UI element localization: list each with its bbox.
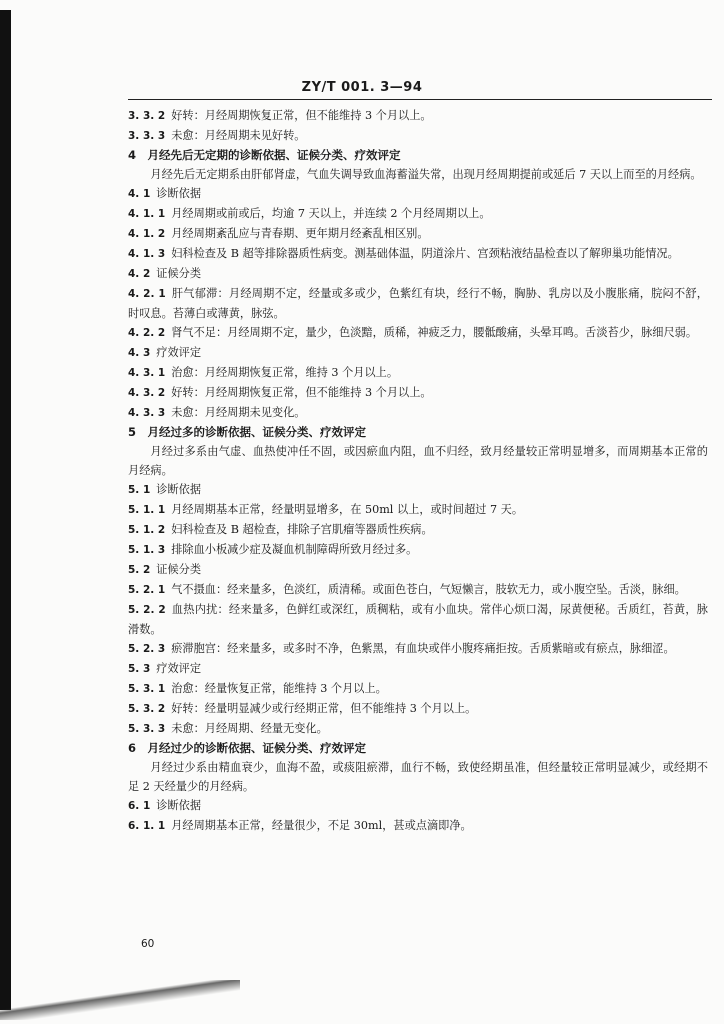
clause-text: 血热内扰：经来量多，色鲜红或深红，质稠粘，或有小血块。常伴心烦口渴，尿黄便秘。舌质红，苔黄，脉滑数。 — [128, 603, 708, 636]
clause-number: 5. 3. 3 — [128, 723, 166, 735]
clause-number: 5. 2 — [128, 564, 151, 576]
clause-number: 4. 2. 1 — [128, 288, 166, 300]
clause-text: 好转：月经周期恢复正常，但不能维持 3 个月以上。 — [171, 386, 432, 399]
scan-binding-edge — [0, 10, 11, 1010]
clause-item — [128, 343, 708, 363]
clause-number: 4. 3 — [128, 347, 151, 359]
clause-number: 5. 1 — [128, 484, 151, 496]
clause-text: 好转：经量明显减少或行经期正常，但不能维持 3 个月以上。 — [171, 702, 477, 715]
clause-text: 月经周期基本正常，经量明显增多，在 50ml 以上，或时间超过 7 天。 — [171, 503, 524, 516]
clause-item — [128, 719, 708, 739]
clause-number: 5. 2. 3 — [128, 643, 166, 655]
clause-text: 月经周期紊乱应与青春期、更年期月经紊乱相区别。 — [171, 227, 429, 240]
clause-number: 5. 1. 1 — [128, 504, 166, 516]
clause-text: 未愈：月经周期未见好转。 — [171, 129, 306, 142]
clause-item — [128, 580, 708, 600]
body-paragraph: 月经先后无定期系由肝郁肾虚，气血失调导致血海蓄溢失常，出现月经周期提前或延后 7 天以上而至的月经病。 — [150, 168, 702, 181]
section-heading: 5 月经过多的诊断依据、证候分类、疗效评定 — [128, 425, 366, 439]
clause-item — [128, 106, 708, 126]
clause-text: 诊断依据 — [156, 799, 202, 812]
clause-item — [128, 126, 708, 146]
clause-text: 月经周期或前或后，均逾 7 天以上，并连续 2 个月经周期以上。 — [171, 207, 491, 220]
clause-item — [128, 244, 708, 264]
clause-text: 瘀滞胞宫：经来量多，或多时不净，色紫黑，有血块或伴小腹疼痛拒按。舌质紫暗或有瘀点，脉细涩。 — [171, 642, 675, 655]
clause-item — [128, 659, 708, 679]
page-number: 60 — [141, 938, 155, 950]
clause-text: 治愈：经量恢复正常，能维持 3 个月以上。 — [171, 682, 387, 695]
clause-number: 4. 2 — [128, 268, 151, 280]
clause-number: 4. 3. 1 — [128, 367, 166, 379]
clause-item — [128, 520, 708, 540]
document-body — [128, 106, 708, 836]
clause-number: 5. 3. 1 — [128, 683, 166, 695]
clause-item — [128, 204, 708, 224]
clause-item — [128, 264, 708, 284]
clause-text: 未愈：月经周期、经量无变化。 — [171, 722, 328, 735]
clause-text: 疗效评定 — [156, 662, 202, 675]
clause-text: 诊断依据 — [156, 187, 202, 200]
clause-number: 4. 1. 1 — [128, 208, 166, 220]
clause-text: 证候分类 — [156, 267, 202, 280]
clause-number: 4. 3. 2 — [128, 387, 166, 399]
clause-item — [128, 796, 708, 816]
clause-number: 5. 3. 2 — [128, 703, 166, 715]
clause-item — [128, 699, 708, 719]
clause-text: 好转：月经周期恢复正常，但不能维持 3 个月以上。 — [171, 109, 432, 122]
clause-text: 气不摄血：经来量多，色淡红，质清稀。或面色苍白，气短懒言，肢软无力，或小腹空坠。舌淡，脉细。 — [171, 583, 686, 596]
clause-text: 妇科检查及 B 超等排除器质性病变。测基础体温，阴道涂片、宫颈粘液结晶检查以了解卵巢功能情况。 — [171, 247, 679, 260]
clause-number: 4. 1. 3 — [128, 248, 166, 260]
clause-item — [128, 403, 708, 423]
clause-number: 4. 3. 3 — [128, 407, 166, 419]
clause-number: 3. 3. 3 — [128, 130, 166, 142]
clause-item — [128, 639, 708, 659]
clause-item — [128, 383, 708, 403]
clause-item — [128, 224, 708, 244]
section-heading: 4 月经先后无定期的诊断依据、证候分类、疗效评定 — [128, 148, 401, 162]
clause-text: 治愈：月经周期恢复正常，维持 3 个月以上。 — [171, 366, 399, 379]
clause-text: 排除血小板减少症及凝血机制障碍所致月经过多。 — [171, 543, 418, 556]
clause-number: 3. 3. 2 — [128, 110, 166, 122]
clause-text: 未愈：月经周期未见变化。 — [171, 406, 306, 419]
clause-item — [128, 816, 708, 836]
clause-text: 证候分类 — [156, 563, 202, 576]
clause-number: 5. 2. 1 — [128, 584, 166, 596]
clause-text: 肾气不足：月经周期不定，量少，色淡黯，质稀，神疲乏力，腰骶酸痛，头晕耳鸣。舌淡苔少，脉细尺弱。 — [171, 326, 698, 339]
body-paragraph: 月经过多系由气虚、血热使冲任不固，或因瘀血内阻，血不归经，致月经量较正常明显增多，而周期基本正常的月经病。 — [128, 445, 708, 477]
clause-number: 4. 1 — [128, 188, 151, 200]
clause-item — [128, 363, 708, 383]
body-paragraph: 月经过少系由精血衰少，血海不盈，或痰阻瘀滞，血行不畅，致使经期虽准，但经量较正常明显减少，或经期不足 2 天经量少的月经病。 — [128, 761, 708, 793]
page-header: ZY/T 001. 3—94 — [301, 80, 423, 95]
clause-item — [128, 323, 708, 343]
clause-number: 5. 2. 2 — [128, 604, 166, 616]
clause-item — [128, 560, 708, 580]
clause-text: 诊断依据 — [156, 483, 202, 496]
clause-text: 肝气郁滞：月经周期不定，经量或多或少，色紫红有块，经行不畅，胸胁、乳房以及小腹胀痛，脘闷不舒，时叹息。苔薄白或薄黄，脉弦。 — [128, 287, 708, 320]
clause-number: 6. 1 — [128, 800, 151, 812]
clause-text: 疗效评定 — [156, 346, 202, 359]
section-heading: 6 月经过少的诊断依据、证候分类、疗效评定 — [128, 741, 366, 755]
clause-number: 4. 2. 2 — [128, 327, 166, 339]
clause-number: 5. 3 — [128, 663, 151, 675]
clause-text: 妇科检查及 B 超检查，排除子宫肌瘤等器质性疾病。 — [171, 523, 433, 536]
clause-number: 4. 1. 2 — [128, 228, 166, 240]
clause-item — [128, 540, 708, 560]
clause-number: 5. 1. 3 — [128, 544, 166, 556]
clause-item — [128, 480, 708, 500]
clause-item — [128, 600, 708, 639]
clause-number: 6. 1. 1 — [128, 820, 166, 832]
header-rule — [128, 99, 712, 100]
clause-item — [128, 284, 708, 323]
scan-artifact — [0, 980, 240, 1020]
clause-number: 5. 1. 2 — [128, 524, 166, 536]
clause-item — [128, 500, 708, 520]
clause-text: 月经周期基本正常，经量很少，不足 30ml，甚或点滴即净。 — [171, 819, 472, 832]
clause-item — [128, 679, 708, 699]
clause-item — [128, 184, 708, 204]
